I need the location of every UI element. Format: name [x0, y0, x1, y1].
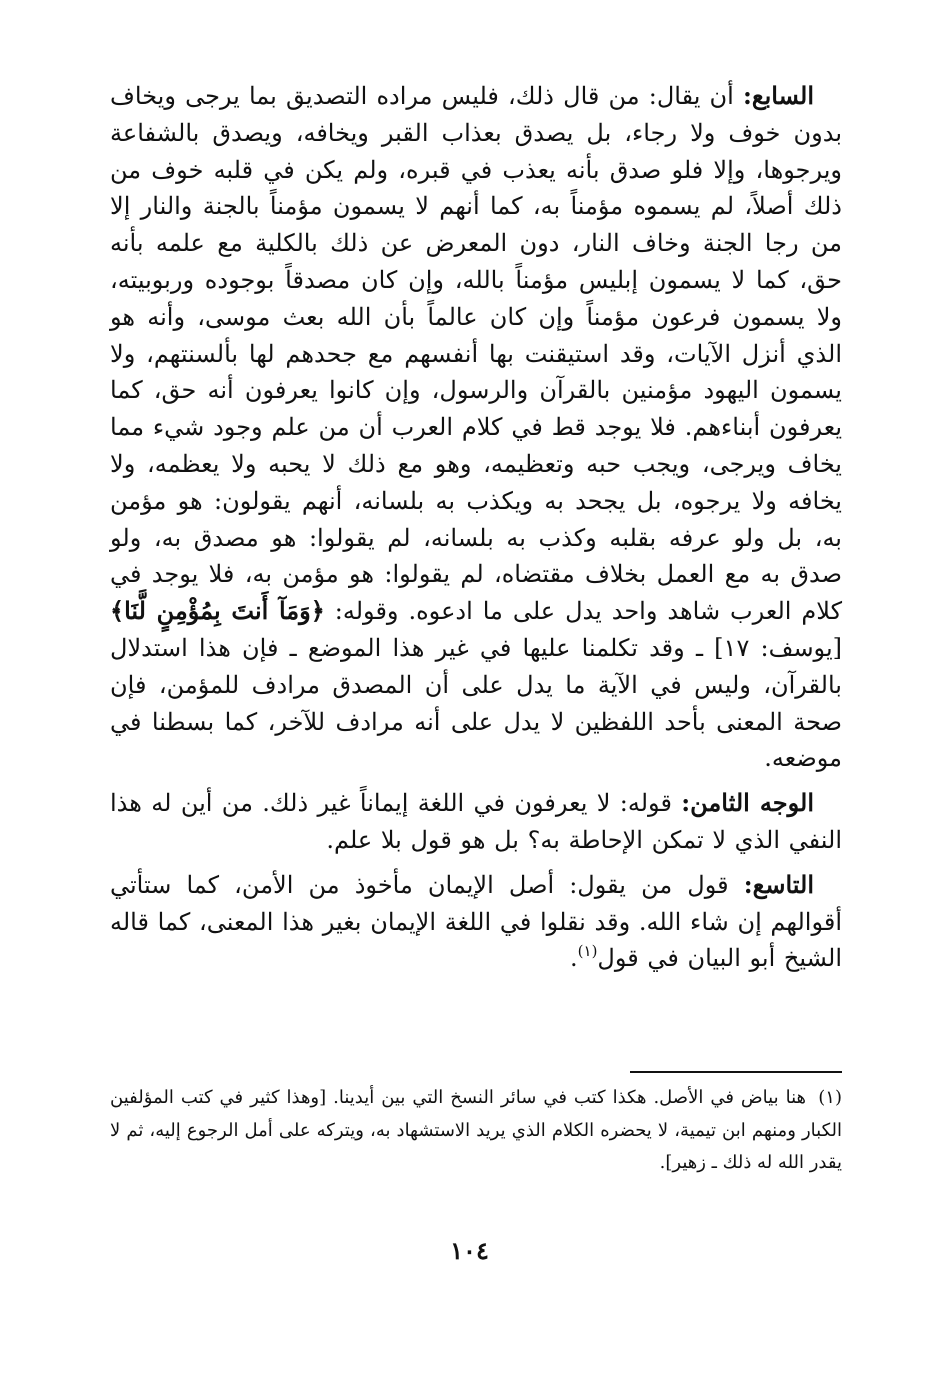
paragraph-text-continued: [يوسف: ١٧] ـ وقد تكلمنا عليها في غير هذا الموضع ـ فإن هذا استدلال بالقرآن، وليس في الآية ما يدل على أن المصدق مرادف للمؤمن، فإن صحة المعنى بأحد اللفظين لا يدل على أنه مرادف للآخر، كما بسطنا في موضعه.: [110, 633, 843, 773]
footnote-number: (١): [818, 1087, 842, 1108]
page-number: ١٠٤: [450, 1236, 489, 1265]
paragraph-seventh: [110, 78, 842, 777]
paragraph-lead-eighth: الوجه الثامن:: [681, 788, 814, 818]
quran-verse: ﴿وَمَآ أَنتَ بِمُؤْمِنٍ لَّنَا﴾: [110, 596, 325, 626]
paragraph-ninth: [110, 867, 842, 977]
footnote-text: هنا بياض في الأصل. هكذا كتب في سائر النسخ التي بين أيدينا. [وهذا كثير في كتب المؤلفين الكبار ومنهم ابن تيمية، لا يحضره الكلام الذي يريد الاستشهاد به، ويتركه على أمل الرجوع إليه، ثم لا يقدر الله له ذلك ـ زهير].: [110, 1087, 842, 1173]
main-text: [110, 78, 842, 985]
footnote: [110, 1082, 842, 1180]
footnote-reference[interactable]: (١): [577, 942, 598, 961]
paragraph-lead-ninth: التاسع:: [743, 869, 814, 899]
paragraph-text: قوله: لا يعرفون في اللغة إيماناً غير ذلك. من أين له هذا النفي الذي لا تمكن الإحاطة به؟ بل هو قول بلا علم.: [110, 789, 842, 854]
footnote-separator: [630, 1071, 842, 1073]
paragraph-lead-seventh: السابع:: [742, 81, 814, 110]
paragraph-text: أن يقال: من قال ذلك، فليس مراده التصديق بما يرجى ويخاف بدون خوف ولا رجاء، بل يصدق بعذاب القبر ويخافه، ويصدق بالشفاعة ويرجوها، وإلا فلو صدق بأنه يعذب في قبره، ولم يكن في قلبه خوف من ذلك أصلاً، لم يسموه مؤمناً به، كما أنهم لا يسمون مؤمناً بالجنة والنار إلا من رجا الجنة وخاف النار، دون المعرض عن ذلك بالكلية مع علمه بأنه حق، كما لا يسمون إبليس مؤمناً بالله، وإن كان مصدقاً بوجوده وربوبيته، ولا يسمون فرعون مؤمناً وإن كان عالماً بأن الله بعث موسى، وأنه هو الذي أنزل الآيات، وقد استيقنت بها أنفسهم مع جحدهم لها بألسنتهم، ولا يسمون اليهود مؤمنين بالقرآن والرسول، وإن كانوا يعرفون أنه حق، كما يعرفون أبناءهم. فلا يوجد قط في كلام العرب أن من علم وجود شيء مما يخاف ويرجى، ويجب حبه وتعظيمه، وهو مع ذلك لا يحبه ولا يعظمه، ولا يخافه ولا يرجوه، بل يجحد به ويكذب به بلسانه، أنهم يقولون: هو مؤمن به، بل ولو عرفه بقلبه وكذب به بلسانه، لم يقولوا: هو مصدق به، ولو صدق به مع العمل بخلاف مقتضاه، لم يقولوا: هو مؤمن به، فلا يوجد في كلام العرب شاهد واحد يدل على ما ادعوه. وقوله:: [110, 82, 843, 626]
paragraph-eighth: [110, 785, 842, 859]
paragraph-tail: .: [570, 944, 578, 973]
paragraph-text: قول من يقول: أصل الإيمان مأخوذ من الأمن، كما ستأتي أقوالهم إن شاء الله. وقد نقلوا في اللغة الإيمان بغير هذا المعنى، كما قاله الشيخ أبو البيان في قول: [110, 870, 842, 973]
